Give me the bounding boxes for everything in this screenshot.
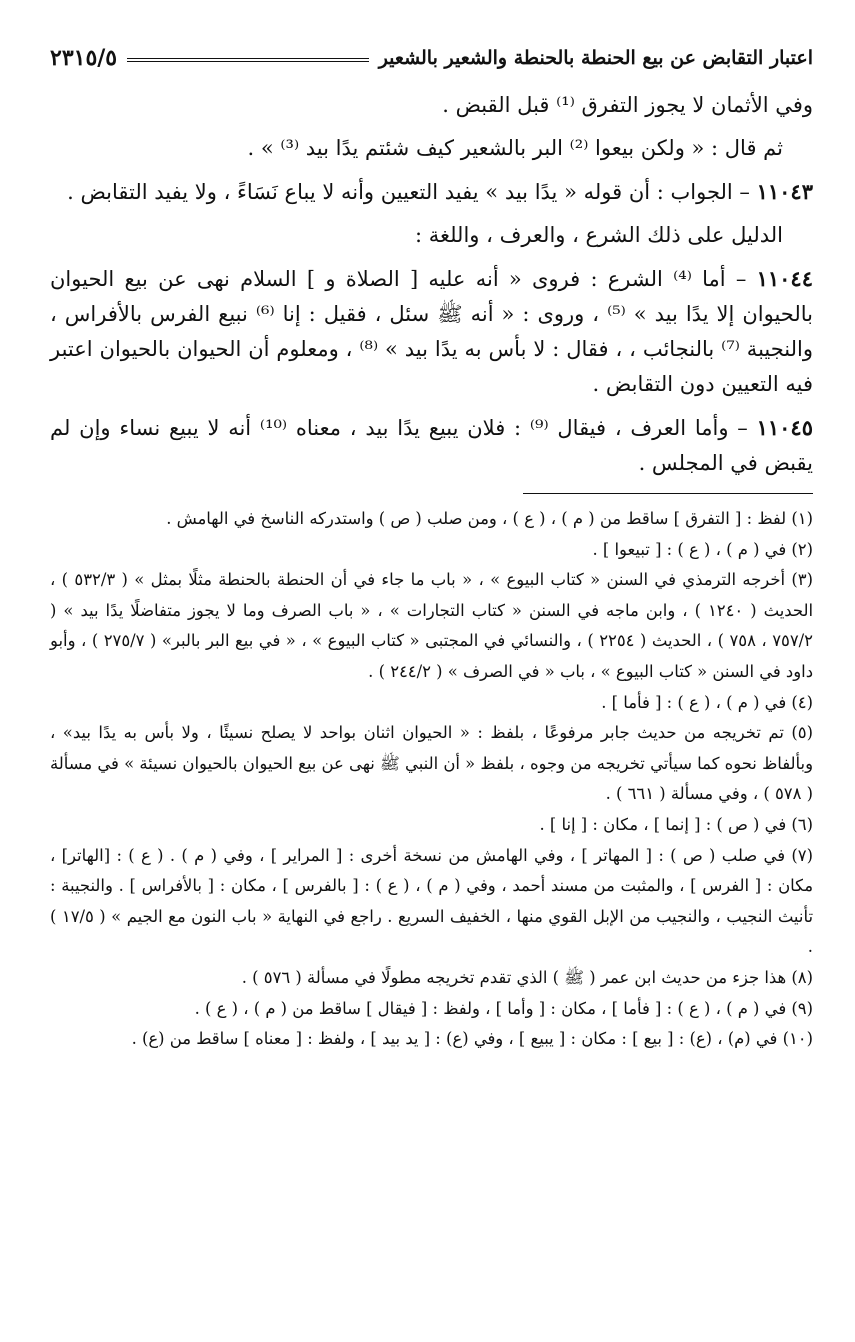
paragraph-3-text: – الجواب : أن قوله « يدًا بيد » يفيد التعيين وأنه لا يباع نَسَاءً ، ولا يفيد التقابض . — [67, 180, 757, 204]
footnote-1: (١) لفظ : [ التفرق ] ساقط من ( م ) ، ( ع ) ، ومن صلب ( ص ) واستدركه الناسخ في الهامش . — [166, 509, 813, 528]
footnote-9: (٩) في ( م ) ، ( ع ) : [ فأما ] ، مكان : [ وأما ] ، ولفظ : [ فيقال ] ساقط من ( م ) ، ( ع ) . — [194, 998, 813, 1018]
footnotes — [50, 504, 813, 1055]
footnote-separator — [523, 493, 813, 494]
footnote-5: (٥) تم تخريجه من حديث جابر مرفوعًا ، بلفظ : « الحيوان اثنان بواحد لا يصلح نسيئًا ، ولا بأس به يدًا بيد» ، وبألفاظ نحوه كما سيأتي تخريجه من وجوه ، بلفظ « أن النبي ﷺ نهى عن بيع الحيوان بالحيوان نسيئة » في مسألة ( ٥٧٨ ) ، وفي مسألة ( ٦٦١ ) . — [50, 723, 813, 804]
paragraph-1: وفي الأثمان لا يجوز التفرق ⁽¹⁾ قبل القبض . — [442, 93, 813, 117]
page-number: ٢٣١٥/٥ — [50, 45, 118, 71]
paragraph-5 — [50, 261, 813, 402]
running-header — [50, 36, 813, 80]
issue-number-11044: ١١٠٤٤ — [756, 266, 813, 291]
paragraph-3 — [50, 174, 813, 210]
paragraph-6 — [50, 410, 813, 481]
header-title: اعتبار التقابض عن بيع الحنطة بالحنطة والشعير بالشعير — [378, 47, 813, 69]
paragraph-5-text: – أما ⁽⁴⁾ الشرع : فروى « أنه عليه [ الصلاة و ] السلام نهى عن بيع الحيوان بالحيوان إلا يدًا بيد » ⁽⁵⁾ ، وروى : « أنه ﷺ سئل ، فقيل : إنا ⁽⁶⁾ نبيع الفرس بالأفراس ، والنجيبة ⁽⁷⁾ بالنجائب ، ، فقال : لا بأس به يدًا بيد » ⁽⁸⁾ ، ومعلوم أن الحيوان بالحيوان اعتبر فيه التعيين دون التقابض . — [50, 267, 814, 396]
footnote-10: (١٠) في (م) ، (ع) : [ بيع ] : مكان : [ يبيع ] ، وفي (ع) : [ يد بيد ] ، ولفظ : [ معناه ] ساقط من (ع) . — [131, 1029, 813, 1049]
main-text — [50, 88, 813, 481]
issue-number-11043: ١١٠٤٣ — [756, 179, 813, 204]
header-rule — [127, 58, 369, 62]
footnote-6: (٦) في ( ص ) : [ إنما ] ، مكان : [ إنا ] . — [539, 814, 813, 834]
footnote-8: (٨) هذا جزء من حديث ابن عمر ( ﷺ ) الذي تقدم تخريجه مطولًا في مسألة ( ٥٧٦ ) . — [241, 967, 813, 987]
footnote-4: (٤) في ( م ) ، ( ع ) : [ فأما ] . — [601, 692, 813, 712]
footnote-7: (٧) في صلب ( ص ) : [ المهاتر ] ، وفي الهامش من نسخة أخرى : [ المراير ] ، وفي ( م ) . ( ع ) : [الهاتر] ، مكان : [ الفرس ] ، والمثبت من مسند أحمد ، وفي ( م ) ، ( ع ) : [ بالفرس ] ، مكان : [ بالأفراس ] . والنجيبة : تأنيث النجيب ، والنجيب من الإبل القوي منها ، الخفيف السريع . راجع في النهاية « باب النون مع الجيم » ( ١٧/٥ ) . — [50, 845, 814, 957]
footnote-2: (٢) في ( م ) ، ( ع ) : [ تبيعوا ] . — [592, 539, 813, 559]
paragraph-4: الدليل على ذلك الشرع ، والعرف ، واللغة : — [414, 223, 783, 247]
paragraph-2: ثم قال : « ولكن بيعوا ⁽²⁾ البر بالشعير كيف شئتم يدًا بيد ⁽³⁾ » . — [247, 136, 783, 160]
paragraph-6-text: – وأما العرف ، فيقال ⁽⁹⁾ : فلان يبيع يدًا بيد ، معناه ⁽¹⁰⁾ أنه لا يبيع نساء وإن لم يقبض في المجلس . — [50, 416, 813, 475]
footnote-3: (٣) أخرجه الترمذي في السنن « كتاب البيوع » ، « باب ما جاء في أن الحنطة بالحنطة مثلًا بمثل » ( ٥٣٢/٣ ) ، الحديث ( ١٢٤٠ ) ، وابن ماجه في السنن « كتاب التجارات » ، « باب الصرف وما لا يجوز متفاضلًا يدًا بيد » ( ٧٥٧/٢ ، ٧٥٨ ) ، الحديث ( ٢٢٥٤ ) ، والنسائي في المجتبى « كتاب البيوع » ، « في بيع البر بالبر» ( ٢٧٥/٧ ) ، وأبو داود في السنن « كتاب البيوع » ، باب « في الصرف » ( ٢٤٤/٢ ) . — [50, 570, 814, 681]
issue-number-11045: ١١٠٤٥ — [756, 415, 813, 440]
